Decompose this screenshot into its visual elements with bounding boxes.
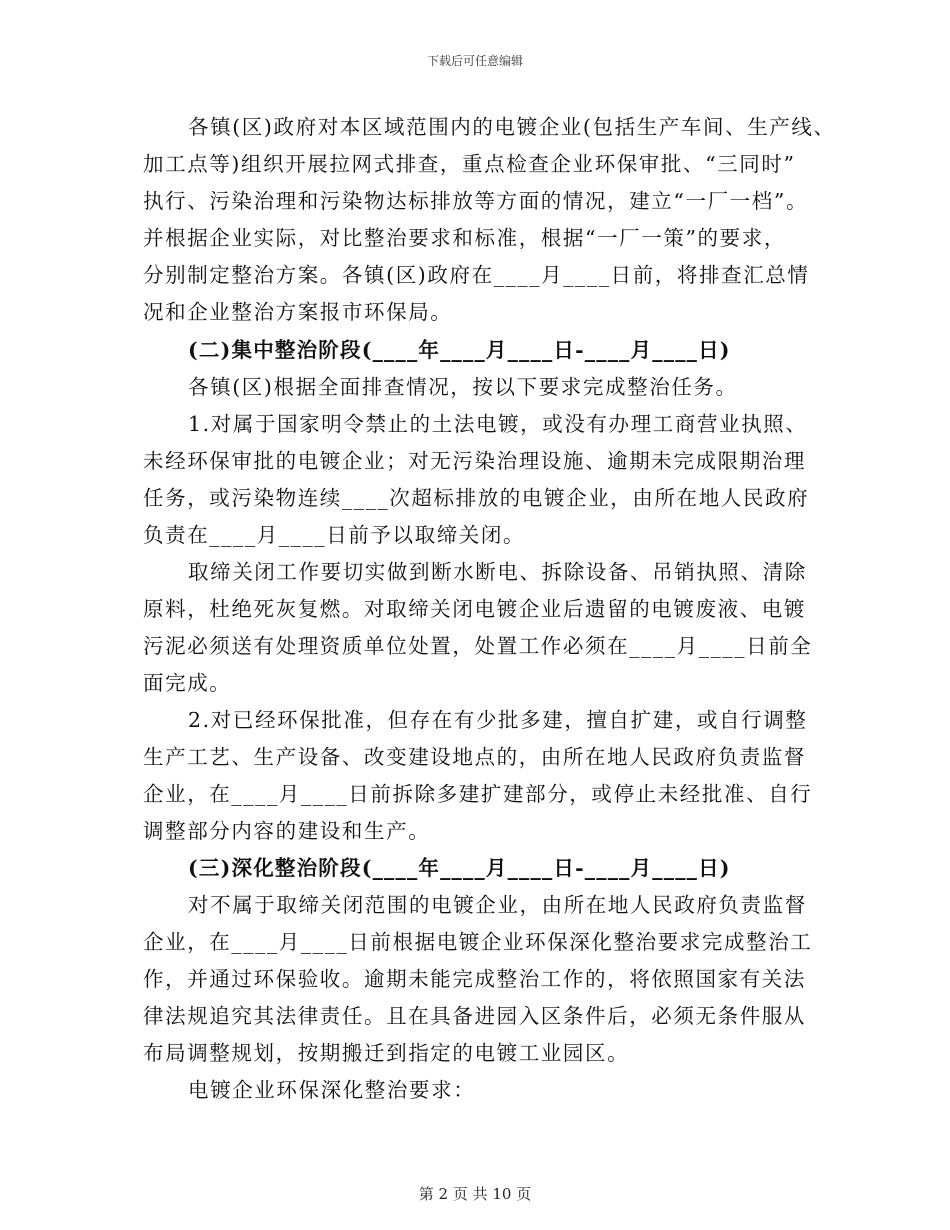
page-header: 下载后可任意编辑 [426,54,523,68]
paragraph-line: 企业，在____月____日前根据电镀企业环保深化整治要求完成整治工 [143,930,813,954]
paragraph-line: 2.对已经环保批准，但存在有少批多建，擅自扩建，或自行调整 [188,708,808,732]
paragraph-line: 并根据企业实际，对比整治要求和标准，根据“一厂一策”的要求， [143,226,786,250]
paragraph-line: 执行、污染治理和污染物达标排放等方面的情况，建立“一厂一档”。 [143,189,809,213]
page-footer: 第 2 页 共 10 页 [418,1185,532,1203]
paragraph-line: 未经环保审批的电镀企业；对无污染治理设施、逾期未完成限期治理 [143,449,806,473]
paragraph-line: 原料，杜绝死灰复燃。对取缔关闭电镀企业后遗留的电镀废液、电镀 [143,597,806,621]
paragraph-line: 面完成。 [143,671,232,695]
paragraph-line: 企业，在____月____日前拆除多建扩建部分，或停止未经批准、自行 [143,782,813,806]
paragraph-line: 作，并通过环保验收。逾期未能完成整治工作的，将依照国家有关法 [143,967,806,991]
paragraph-line: 各镇(区)根据全面排查情况，按以下要求完成整治任务。 [188,375,738,399]
paragraph-line: 调整部分内容的建设和生产。 [143,819,431,843]
paragraph-line: 污泥必须送有处理资质单位处置，处置工作必须在____月____日前全 [143,634,813,658]
paragraph-line: 律法规追究其法律责任。且在具备进园入区条件后，必须无条件服从 [143,1004,806,1028]
paragraph-line: 对不属于取缔关闭范围的电镀企业，由所在地人民政府负责监督 [188,893,807,917]
paragraph-line: 况和企业整治方案报市环保局。 [143,300,453,324]
paragraph-line: 加工点等)组织开展拉网式排查，重点检查企业环保审批、“三同时” [143,152,796,176]
paragraph-line: 1.对属于国家明令禁止的土法电镀，或没有办理工商营业执照、 [188,412,808,436]
section-heading: (三)深化整治阶段(____年____月____日-____月____日) [188,856,731,880]
paragraph-line: 生产工艺、生产设备、改变建设地点的，由所在地人民政府负责监督 [143,745,806,769]
paragraph-line: 电镀企业环保深化整治要求： [188,1078,476,1102]
section-heading: (二)集中整治阶段(____年____月____日-____月____日) [188,338,731,362]
paragraph-line: 各镇(区)政府对本区域范围内的电镀企业(包括生产车间、生产线、 [188,115,836,139]
paragraph-line: 布局调整规划，按期搬迁到指定的电镀工业园区。 [143,1041,630,1065]
paragraph-line: 取缔关闭工作要切实做到断水断电、拆除设备、吊销执照、清除 [188,560,807,584]
paragraph-line: 任务，或污染物连续____次超标排放的电镀企业，由所在地人民政府 [143,486,810,510]
paragraph-line: 负责在____月____日前予以取缔关闭。 [143,523,526,547]
paragraph-line: 分别制定整治方案。各镇(区)政府在____月____日前，将排查汇总情 [143,263,810,287]
